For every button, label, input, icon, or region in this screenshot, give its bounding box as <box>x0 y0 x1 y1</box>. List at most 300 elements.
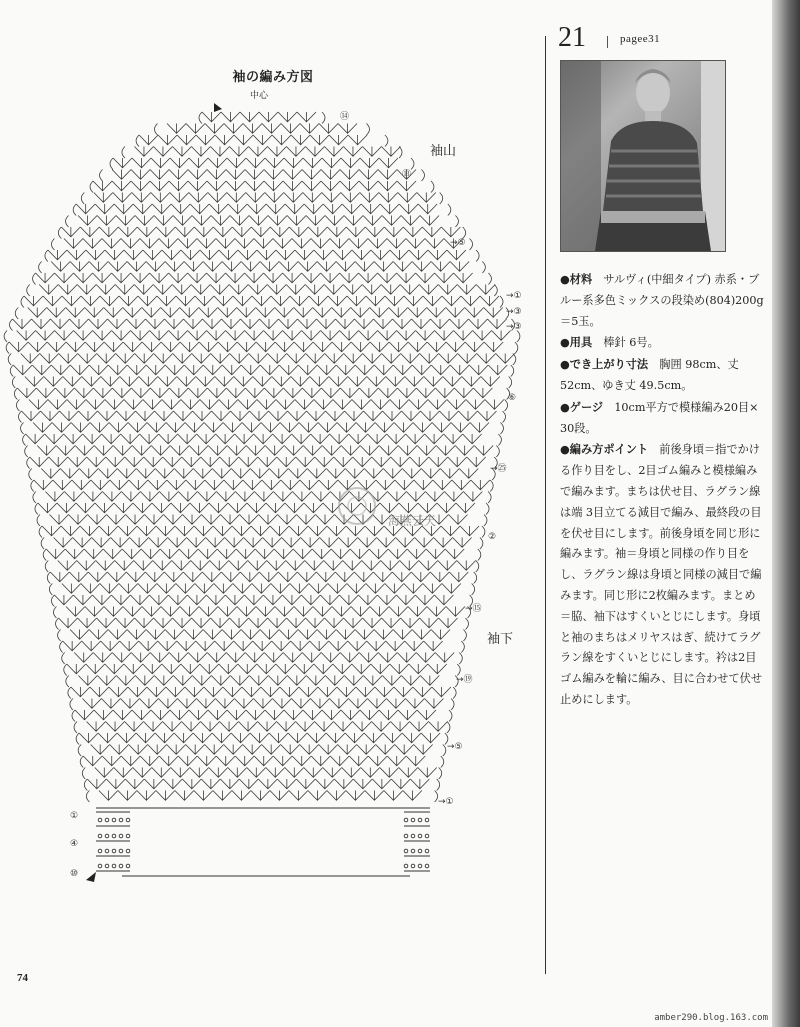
stitch-symbol <box>424 377 443 387</box>
stitch-symbol <box>261 423 280 433</box>
stitch-symbol <box>111 595 130 605</box>
stitch-symbol <box>371 664 390 674</box>
stitch-symbol <box>70 630 89 640</box>
stitch-symbol <box>229 147 248 157</box>
stitch-symbol <box>166 687 185 697</box>
stitch-symbol <box>229 285 248 295</box>
stitch-symbol <box>290 296 309 306</box>
stitch-symbol <box>360 710 379 720</box>
stitch-symbol <box>374 262 393 272</box>
stitch-symbol <box>171 204 190 214</box>
stitch-symbol <box>248 147 267 157</box>
stitch-symbol <box>102 756 121 766</box>
stitch-symbol <box>385 584 404 594</box>
stitch-symbol <box>197 434 216 444</box>
stitch-symbol <box>116 411 135 421</box>
stitch-symbol <box>408 308 427 318</box>
stitch-symbol <box>82 699 101 709</box>
stitch-symbol <box>216 492 235 502</box>
stitch-symbol <box>177 377 196 387</box>
watermark-text: 海燕云天 <box>388 514 437 528</box>
stitch-symbol <box>276 400 295 410</box>
stitch-symbol <box>453 538 472 548</box>
edge-loop <box>73 204 76 216</box>
stitch-symbol <box>188 388 207 398</box>
edge-loop <box>12 377 15 389</box>
edge-loop <box>43 549 46 561</box>
stitch-symbol <box>249 354 268 364</box>
stitch-symbol <box>266 503 285 513</box>
stitch-symbol <box>333 400 352 410</box>
stitch-symbol <box>21 411 40 421</box>
stitch-symbol <box>298 365 317 375</box>
stitch-symbol <box>240 515 259 525</box>
stitch-symbol <box>294 607 313 617</box>
stitch-symbol <box>392 572 411 582</box>
stitch-symbol <box>217 549 236 559</box>
stitch-symbol <box>450 365 469 375</box>
stitch-symbol <box>458 354 477 364</box>
stitch-symbol <box>477 354 496 364</box>
stitch-symbol <box>439 354 458 364</box>
stitch-symbol <box>373 572 392 582</box>
stitch-symbol <box>325 618 344 628</box>
stitch-symbol <box>345 733 364 743</box>
stitch-symbol <box>173 354 192 364</box>
purl-dot <box>411 818 415 822</box>
header-separator <box>607 36 608 48</box>
stitch-symbol <box>274 549 293 559</box>
stitch-symbol <box>254 434 273 444</box>
stitch-symbol <box>186 480 205 490</box>
stitch-symbol <box>276 664 295 674</box>
stitch-symbol <box>313 342 332 352</box>
stitch-symbol <box>403 791 422 801</box>
stitch-symbol <box>410 722 429 732</box>
sleeve-cap-label: 袖山 <box>430 144 457 159</box>
stitch-symbol <box>220 779 239 789</box>
stitch-symbol <box>102 434 121 444</box>
stitch-symbol <box>264 181 283 191</box>
edge-loop <box>136 135 139 147</box>
stitch-symbol <box>149 538 168 548</box>
stitch-symbol <box>302 170 321 180</box>
stitch-symbol <box>116 216 135 226</box>
stitch-symbol <box>201 457 220 467</box>
stitch-symbol <box>377 595 396 605</box>
stitch-symbol <box>431 365 450 375</box>
stitch-symbol <box>105 400 124 410</box>
stitch-symbol <box>113 193 132 203</box>
stitch-symbol <box>374 319 393 329</box>
stitch-symbol <box>131 181 150 191</box>
stitch-symbol <box>378 170 397 180</box>
stitch-symbol <box>125 457 144 467</box>
stitch-symbol <box>368 434 387 444</box>
stitch-symbol <box>216 434 235 444</box>
stitch-symbol <box>115 561 134 571</box>
edge-loop <box>49 584 52 596</box>
edge-loop <box>478 549 481 561</box>
stitch-symbol <box>247 204 266 214</box>
stitch-symbol <box>232 227 251 237</box>
stitch-symbol <box>298 630 317 640</box>
stitch-symbol <box>84 549 103 559</box>
stitch-symbol <box>238 250 257 260</box>
stitch-symbol <box>120 377 139 387</box>
stitch-symbol <box>127 365 146 375</box>
stitch-symbol <box>155 733 174 743</box>
stitch-symbol <box>134 285 153 295</box>
stitch-symbol <box>163 722 182 732</box>
edge-loop <box>461 641 464 653</box>
stitch-symbol <box>332 607 351 617</box>
stitch-symbol <box>294 342 313 352</box>
stitch-symbol <box>298 319 317 329</box>
stitch-symbol <box>74 273 93 283</box>
stitch-symbol <box>447 250 466 260</box>
stitch-symbol <box>352 250 371 260</box>
stitch-symbol <box>96 561 115 571</box>
stitch-symbol <box>13 365 32 375</box>
page-number: 74 <box>17 972 28 984</box>
stitch-symbol <box>67 250 86 260</box>
stitch-symbol <box>99 526 118 536</box>
stitch-symbol <box>390 250 409 260</box>
stitch-symbol <box>69 572 88 582</box>
stitch-symbol <box>46 549 65 559</box>
edge-loop <box>515 342 518 354</box>
stitch-symbol <box>287 354 306 364</box>
stitch-symbol <box>182 457 201 467</box>
stitch-symbol <box>50 572 69 582</box>
stitch-symbol <box>126 572 145 582</box>
edge-loop <box>45 250 48 262</box>
purl-dot <box>119 849 123 853</box>
stitch-symbol <box>424 641 443 651</box>
stitch-symbol <box>352 400 371 410</box>
stitch-symbol <box>131 653 150 663</box>
stitch-symbol <box>435 273 454 283</box>
stitch-symbol <box>440 469 459 479</box>
purl-dot <box>98 818 102 822</box>
stitch-symbol <box>195 584 214 594</box>
stitch-symbol <box>102 239 121 249</box>
stitch-symbol <box>78 216 97 226</box>
stitch-symbol <box>170 446 189 456</box>
stitch-symbol <box>308 791 327 801</box>
stitch-symbol <box>120 699 139 709</box>
stitch-symbol <box>262 124 281 134</box>
stitch-symbol <box>311 239 330 249</box>
stitch-symbol <box>69 515 88 525</box>
stitch-symbol <box>202 515 221 525</box>
underarm-label: 袖下 <box>487 632 514 647</box>
purl-dot <box>126 849 130 853</box>
stitch-symbol <box>351 308 370 318</box>
stitch-symbol <box>169 181 188 191</box>
stitch-symbol <box>165 319 184 329</box>
edge-loop <box>72 710 75 722</box>
stitch-symbol <box>129 480 148 490</box>
stitch-symbol <box>51 319 70 329</box>
stitch-symbol <box>255 549 274 559</box>
stitch-symbol <box>184 630 203 640</box>
stitch-symbol <box>277 722 296 732</box>
edge-loop <box>47 572 50 584</box>
stitch-symbol <box>104 342 123 352</box>
stitch-symbol <box>382 676 401 686</box>
row-ref-19: →⑲ <box>456 675 473 685</box>
stitch-symbol <box>152 503 171 513</box>
stitch-symbol <box>106 779 125 789</box>
stitch-symbol <box>216 239 235 249</box>
stitch-symbol <box>270 526 289 536</box>
stitch-symbol <box>227 446 246 456</box>
edge-loop <box>37 515 40 527</box>
stitch-symbol <box>270 791 289 801</box>
purl-dot <box>411 849 415 853</box>
stitch-symbol <box>240 572 259 582</box>
stitch-symbol <box>401 354 420 364</box>
stitch-symbol <box>344 411 363 421</box>
stitch-symbol <box>197 492 216 502</box>
stitch-symbol <box>260 319 279 329</box>
stitch-symbol <box>273 492 292 502</box>
stitch-symbol <box>155 469 174 479</box>
stitch-symbol <box>301 595 320 605</box>
stitch-symbol <box>196 641 215 651</box>
stitch-symbol <box>170 710 189 720</box>
stitch-symbol <box>53 480 72 490</box>
stitch-symbol <box>144 779 163 789</box>
stitch-symbol <box>358 538 377 548</box>
stitch-symbol <box>463 434 482 444</box>
stitch-symbol <box>42 526 61 536</box>
stitch-symbol <box>254 756 273 766</box>
purl-dot <box>126 834 130 838</box>
stitch-symbol <box>157 296 176 306</box>
stitch-symbol <box>289 526 308 536</box>
stitch-symbol <box>234 699 253 709</box>
stitch-symbol <box>41 469 60 479</box>
stitch-symbol <box>169 331 188 341</box>
stitch-symbol <box>230 411 249 421</box>
stitch-symbol <box>340 170 359 180</box>
stitch-symbol <box>208 710 227 720</box>
size-line: ●でき上がり寸法 胸囲 98cm、丈52cm、ゆき丈 49.5cm。 <box>560 358 739 392</box>
edge-loop <box>494 285 497 297</box>
edge-loop <box>431 181 434 193</box>
model-photo <box>560 60 726 252</box>
stitch-symbol <box>333 664 352 674</box>
stitch-symbol <box>332 308 351 318</box>
stitch-symbol <box>86 250 105 260</box>
stitch-symbol <box>389 308 408 318</box>
stitch-symbol <box>71 687 90 697</box>
stitch-symbol <box>226 181 245 191</box>
stitch-symbol <box>469 365 488 375</box>
edge-loop <box>62 653 65 665</box>
stitch-symbol <box>230 676 249 686</box>
stitch-symbol <box>136 733 155 743</box>
stitch-symbol <box>416 388 435 398</box>
stitch-symbol <box>202 572 221 582</box>
stitch-symbol <box>125 722 144 732</box>
stitch-symbol <box>159 756 178 766</box>
stitch-symbol <box>211 354 230 364</box>
stitch-symbol <box>259 515 278 525</box>
stitch-symbol <box>436 446 455 456</box>
stitch-symbol <box>124 664 143 674</box>
stitch-symbol <box>324 561 343 571</box>
stitch-symbol <box>241 319 260 329</box>
stitch-symbol <box>80 526 99 536</box>
stitch-symbol <box>253 699 272 709</box>
stitch-symbol <box>112 331 131 341</box>
stitch-symbol <box>342 768 361 778</box>
stitch-symbol <box>100 584 119 594</box>
stitch-symbol <box>267 285 286 295</box>
stitch-symbol <box>467 457 486 467</box>
stitch-symbol <box>297 515 316 525</box>
stitch-symbol <box>111 538 130 548</box>
stitch-symbol <box>110 745 129 755</box>
stitch-symbol <box>222 630 241 640</box>
stitch-symbol <box>189 158 208 168</box>
stitch-symbol <box>26 434 45 444</box>
stitch-symbol <box>59 354 78 364</box>
stitch-symbol <box>115 285 134 295</box>
stitch-symbol <box>119 296 138 306</box>
stitch-symbol <box>226 653 245 663</box>
stitch-symbol <box>121 239 140 249</box>
row-ref-1a: →① <box>506 291 522 301</box>
stitch-symbol <box>360 193 379 203</box>
stitch-symbol <box>93 388 112 398</box>
stitch-symbol <box>396 595 415 605</box>
stitch-symbol <box>484 342 503 352</box>
stitch-symbol <box>94 193 113 203</box>
edge-loop <box>155 124 158 136</box>
stitch-symbol <box>249 411 268 421</box>
stitch-symbol <box>408 342 427 352</box>
stitch-symbol <box>379 193 398 203</box>
stitch-symbol <box>51 365 70 375</box>
purl-dot <box>404 864 408 868</box>
stitch-symbol <box>307 469 326 479</box>
stitch-symbol <box>268 618 287 628</box>
stitch-symbol <box>172 147 191 157</box>
stitch-symbol <box>135 411 154 421</box>
stitch-symbol <box>222 262 241 272</box>
stitch-symbol <box>284 710 303 720</box>
stitch-symbol <box>386 699 405 709</box>
stitch-symbol <box>77 285 96 295</box>
stitch-symbol <box>275 342 294 352</box>
purl-dot <box>411 834 415 838</box>
stitch-symbol <box>411 572 430 582</box>
stitch-symbol <box>186 124 205 134</box>
row-ref-2: ② <box>488 532 497 542</box>
stitch-symbol <box>172 285 191 295</box>
stitch-symbol <box>313 607 332 617</box>
edge-loop <box>100 170 103 182</box>
stitch-symbol <box>143 664 162 674</box>
stitch-symbol <box>74 388 93 398</box>
stitch-symbol <box>173 676 192 686</box>
stitch-symbol <box>58 285 77 295</box>
stitch-symbol <box>393 365 412 375</box>
stitch-symbol <box>315 722 334 732</box>
stitch-symbol <box>213 526 232 536</box>
purl-dot <box>105 834 109 838</box>
stitch-symbol <box>66 342 85 352</box>
stitch-symbol <box>446 308 465 318</box>
stitch-symbol <box>268 676 287 686</box>
stitch-symbol <box>233 296 252 306</box>
stitch-symbol <box>32 365 51 375</box>
stitch-symbol <box>368 756 387 766</box>
stitch-symbol <box>150 170 169 180</box>
stitch-symbol <box>151 158 170 168</box>
stitch-symbol <box>85 308 104 318</box>
stitch-symbol <box>397 273 416 283</box>
stitch-symbol <box>203 630 222 640</box>
stitch-symbol <box>92 538 111 548</box>
stitch-symbol <box>102 492 121 502</box>
stitch-symbol <box>210 285 229 295</box>
stitch-symbol <box>207 170 226 180</box>
stitch-symbol <box>191 561 210 571</box>
stitch-symbol <box>197 239 216 249</box>
stitch-symbol <box>33 423 52 433</box>
edge-loop <box>437 779 440 791</box>
stitch-symbol <box>209 503 228 513</box>
stitch-symbol <box>427 308 446 318</box>
stitch-symbol <box>177 135 196 145</box>
stitch-symbol <box>114 503 133 513</box>
stitch-symbol <box>367 699 386 709</box>
stitch-symbol <box>381 147 400 157</box>
stitch-symbol <box>82 377 101 387</box>
stitch-symbol <box>250 733 269 743</box>
stitch-symbol <box>77 561 96 571</box>
stitch-symbol <box>118 227 137 237</box>
stitch-symbol <box>163 457 182 467</box>
stitch-symbol <box>94 446 113 456</box>
stitch-symbol <box>287 411 306 421</box>
stitch-symbol <box>66 308 85 318</box>
stitch-symbol <box>349 239 368 249</box>
edge-loop <box>411 158 414 170</box>
stitch-symbol <box>353 779 372 789</box>
stitch-symbol <box>305 561 324 571</box>
stitch-symbol <box>401 618 420 628</box>
stitch-symbol <box>169 653 188 663</box>
stitch-symbol <box>330 239 349 249</box>
stitch-symbol <box>438 561 457 571</box>
stitch-symbol <box>342 204 361 214</box>
row-ref-left-4: ④ <box>70 839 79 849</box>
stitch-symbol <box>260 365 279 375</box>
stitch-symbol <box>277 779 296 789</box>
edge-loop <box>511 365 514 377</box>
stitch-symbol <box>86 664 105 674</box>
stitch-symbol <box>327 227 346 237</box>
stitch-symbol <box>211 411 230 421</box>
stitch-symbol <box>21 354 40 364</box>
